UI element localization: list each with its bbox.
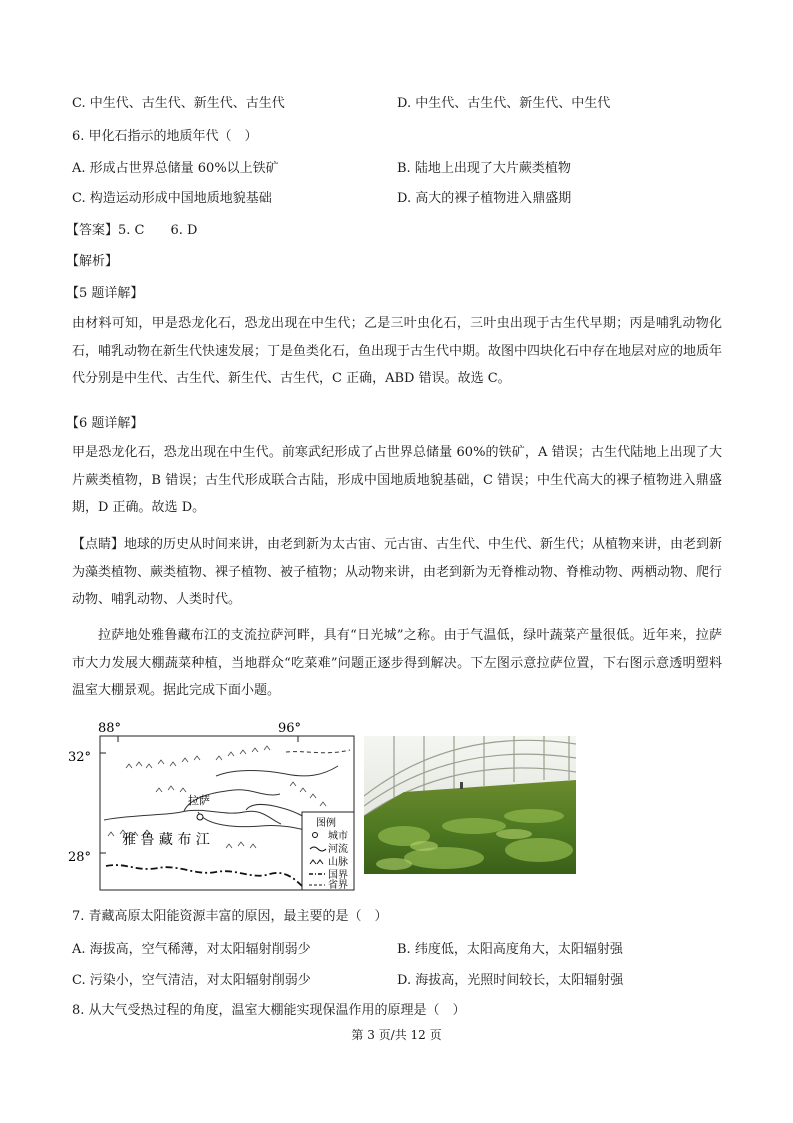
q6-detail-heading: 【6 题详解】: [66, 416, 144, 431]
legend-river: 河流: [328, 844, 348, 855]
lhasa-city-marker: [197, 814, 203, 820]
longitude-88-label: 88°: [98, 721, 122, 736]
page-footer: 第 3 页/共 12 页: [351, 1028, 442, 1042]
option-c-q5: C. 中生代、古生代、新生代、古生代: [72, 96, 285, 111]
longitude-96-label: 96°: [278, 721, 302, 736]
latitude-28-label: 28°: [68, 850, 92, 865]
question-6-stem: 6. 甲化石指示的地质年代（ ）: [72, 129, 258, 144]
tip-paragraph: 【点睛】地球的历史从时间来讲，由老到新为太古宙、元古宙、古生代、中生代、新生代；从植物来讲，由老到新为藻类植物、蕨类植物、裸子植物、被子植物；从动物来讲，由老到新为无脊椎动物、脊椎动物、两栖动物、爬行动物、哺乳动物、人类时代。: [72, 537, 723, 607]
latitude-32-label: 32°: [68, 750, 92, 765]
material-paragraph: 拉萨地处雅鲁藏布江的支流拉萨河畔，具有“日光城”之称。由于气温低，绿叶蔬菜产量很低。近年来，拉萨市大力发展大棚蔬菜种植，当地群众“吃菜难”问题正逐步得到解决。下左图示意拉萨位置，下右图示意透明塑料温室大棚景观。据此完成下面小题。: [72, 628, 722, 698]
option-b-q7: B. 纬度低，太阳高度角大，太阳辐射强: [397, 942, 623, 957]
greenhouse-photo: [364, 736, 576, 874]
legend-national-border: 国界: [328, 870, 348, 881]
q6-explanation: 甲是恐龙化石，恐龙出现在中生代。前寒武纪形成了占世界总储量 60%的铁矿，A 错误；古生代陆地上出现了大片蕨类植物，B 错误；古生代形成联合古陆，形成中国地质地貌基础，C 错误；中生代高大的裸子植物进入鼎盛期，D 正确。故选 D。: [72, 445, 722, 515]
option-a-q6: A. 形成占世界总储量 60%以上铁矿: [72, 161, 279, 176]
legend-provincial-border: 省界: [328, 880, 348, 891]
answer-line: 【答案】5. C 6. D: [66, 223, 198, 238]
q5-detail-heading: 【5 题详解】: [66, 286, 144, 301]
analysis-heading: 【解析】: [66, 254, 119, 269]
option-d-q7: D. 海拔高，光照时间较长，太阳辐射强: [397, 973, 624, 988]
option-d-q6: D. 高大的裸子植物进入鼎盛期: [397, 191, 572, 206]
lhasa-location-map: [66, 716, 362, 894]
question-7-stem: 7. 青藏高原太阳能资源丰富的原因，最主要的是（ ）: [72, 909, 388, 924]
option-b-q6: B. 陆地上出现了大片蕨类植物: [397, 161, 571, 176]
yarlung-tsangpo-label: 雅 鲁 藏 布 江: [122, 832, 210, 848]
option-d-q5: D. 中生代、古生代、新生代、中生代: [397, 96, 611, 111]
option-c-q7: C. 污染小，空气清洁，对太阳辐射削弱少: [72, 973, 311, 988]
legend-city: 城市: [328, 831, 348, 842]
legend-title: 图例: [316, 818, 336, 829]
q5-explanation: 由材料可知，甲是恐龙化石，恐龙出现在中生代；乙是三叶虫化石，三叶虫出现于古生代早期；丙是哺乳动物化石，哺乳动物在新生代快速发展；丁是鱼类化石，鱼出现于古生代中期。故图中四块化石中存在地层对应的地质年代分别是中生代、古生代、新生代、古生代，C 正确，ABD 错误。故选 C。: [72, 316, 723, 386]
legend-mountain: 山脉: [328, 857, 348, 868]
option-c-q6: C. 构造运动形成中国地质地貌基础: [72, 191, 272, 206]
question-8-stem: 8. 从大气受热过程的角度，温室大棚能实现保温作用的原理是（ ）: [72, 1003, 466, 1018]
option-a-q7: A. 海拔高，空气稀薄，对太阳辐射削弱少: [72, 942, 311, 957]
lhasa-label: 拉萨: [188, 794, 210, 807]
